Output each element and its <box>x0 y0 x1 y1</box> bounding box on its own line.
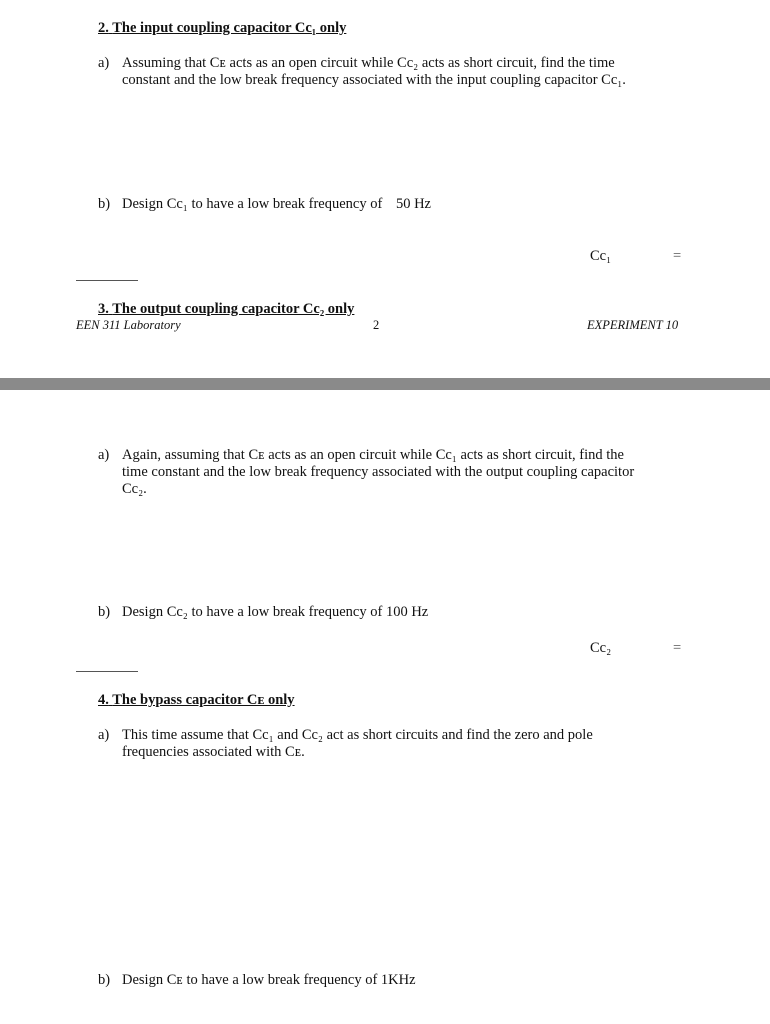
section-3-title: The output coupling capacitor Cc₂ only <box>112 301 355 317</box>
item-a-line-1: Again, assuming that Cᴇ acts as an open circuit while Cc₁ acts as short circuit, find the <box>122 447 624 463</box>
footer-course: EEN 311 Laboratory <box>76 318 181 332</box>
item-label: b) <box>98 972 111 988</box>
item-label: a) <box>98 55 110 71</box>
item-a-line-2: frequencies associated with Cᴇ. <box>122 744 305 760</box>
item-a-line-3: Cc₂. <box>122 481 147 497</box>
section-2-item-a <box>98 55 682 89</box>
item-b-text: Design Cc₁ to have a low break frequency of <box>122 196 383 212</box>
item-a-line-2: constant and the low break frequency associated with the input coupling capacitor Cc₁. <box>122 72 626 88</box>
item-b-text: Design Cc₂ to have a low break frequency of 100 Hz <box>122 604 429 620</box>
item-a-line-2: time constant and the low break frequency associated with the output coupling capacitor <box>122 464 635 480</box>
item-b-value: 50 Hz <box>395 196 431 212</box>
item-a-line-1: Assuming that Cᴇ acts as an open circuit while Cc₂ acts as short circuit, find the time <box>122 55 615 71</box>
item-label: b) <box>98 196 111 212</box>
section-2-title: The input coupling capacitor Cc₁ only <box>112 20 347 36</box>
footer-page-number: 2 <box>373 318 380 332</box>
section-4-title: The bypass capacitor Cᴇ only <box>112 692 295 708</box>
section-2-item-b <box>98 196 431 213</box>
item-label: a) <box>98 727 110 743</box>
answer-cc1-equals: = <box>673 248 682 264</box>
section-4-item-b <box>98 972 416 989</box>
answer-cc2-equals: = <box>673 640 682 656</box>
item-b-text: Design Cᴇ to have a low break frequency of 1KHz <box>122 972 416 988</box>
section-3-number: 3. <box>98 301 109 317</box>
answer-line <box>76 671 138 672</box>
section-4-number: 4. <box>98 692 109 708</box>
section-2-number: 2. <box>98 20 109 36</box>
section-3-item-a <box>98 447 682 498</box>
answer-cc1-label: Cc₁ <box>590 248 612 264</box>
section-3-heading <box>98 301 354 318</box>
answer-cc2-label: Cc₂ <box>590 640 612 656</box>
section-4-item-a <box>98 727 682 761</box>
footer-experiment: EXPERIMENT 10 <box>587 318 679 332</box>
section-4-heading <box>98 692 295 709</box>
section-3-item-b <box>98 604 428 621</box>
answer-line <box>76 280 138 281</box>
item-label: b) <box>98 604 111 620</box>
item-label: a) <box>98 447 110 463</box>
section-2-heading <box>98 20 346 37</box>
item-a-line-1: This time assume that Cc₁ and Cc₂ act as short circuits and find the zero and pole <box>122 727 593 743</box>
page-separator <box>0 378 770 390</box>
